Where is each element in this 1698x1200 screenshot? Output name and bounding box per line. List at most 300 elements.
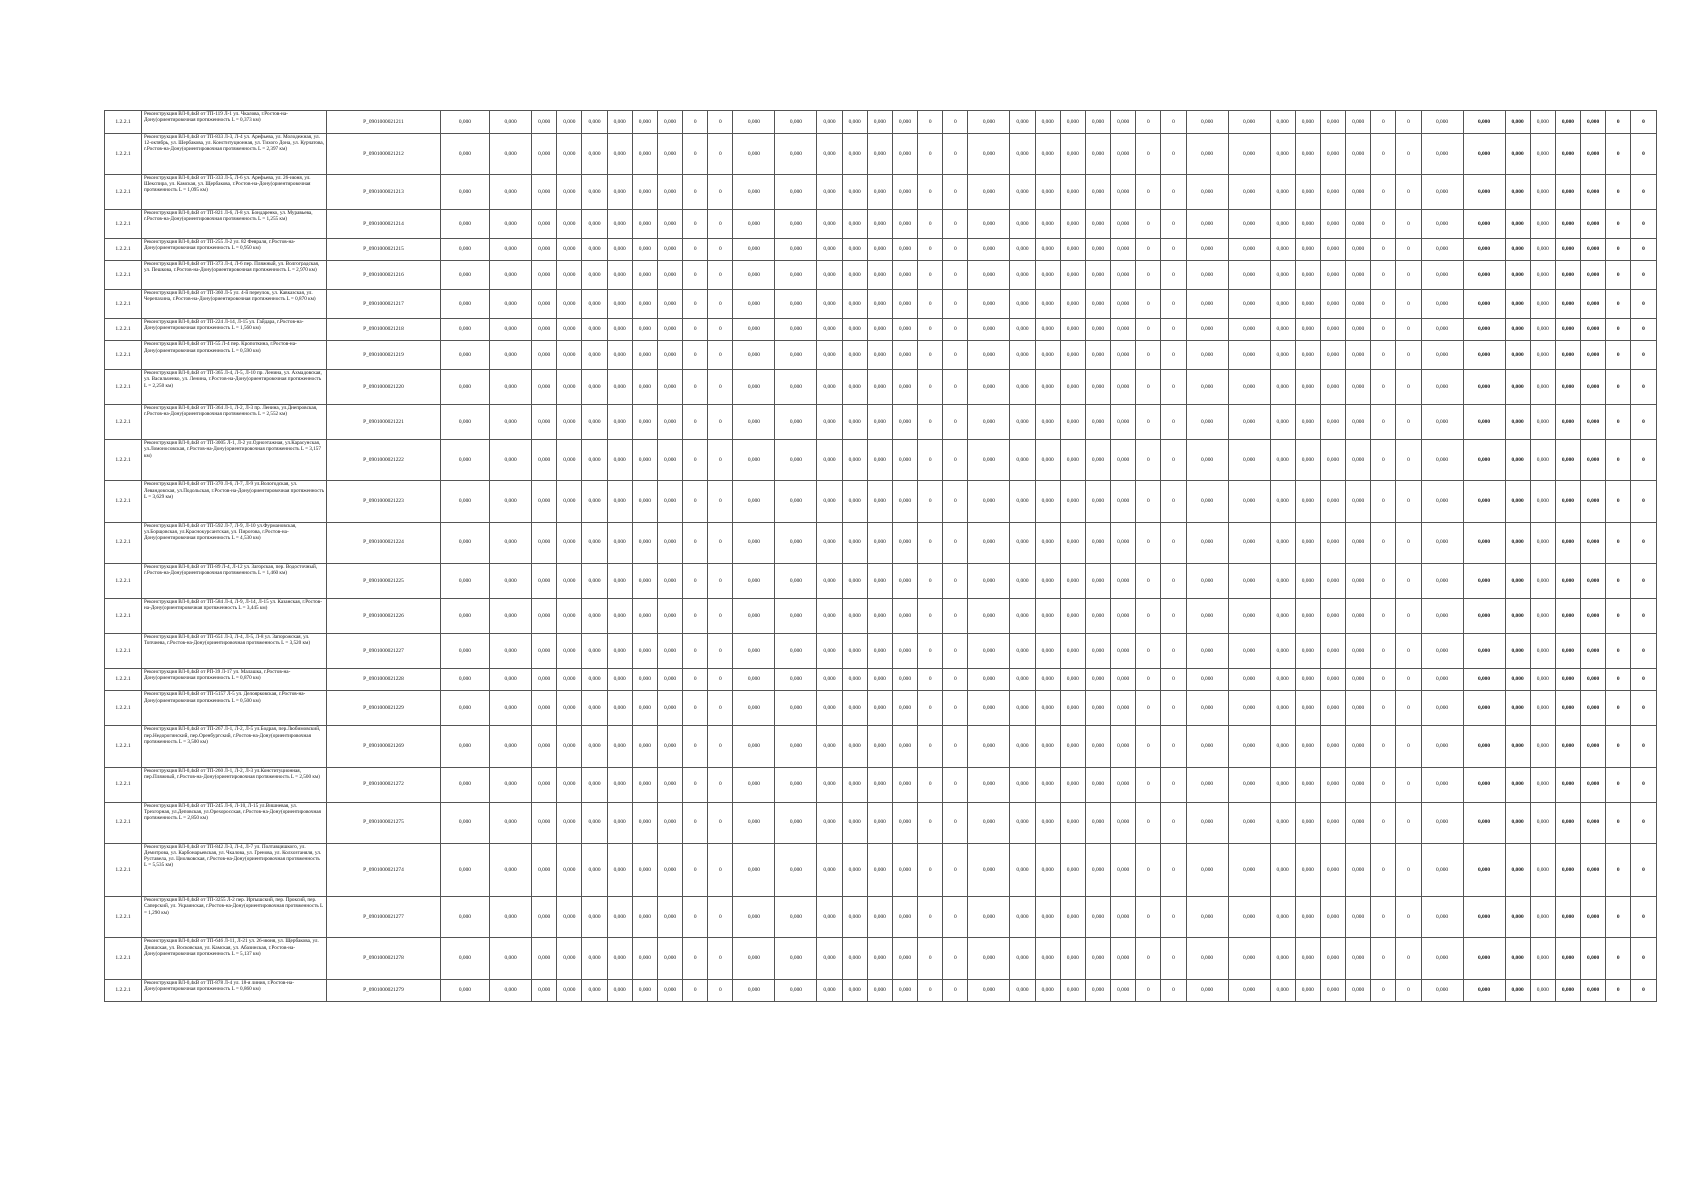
value-cell: 0,000 <box>1581 691 1606 726</box>
value-cell: 0,000 <box>842 370 867 405</box>
value-cell: 0,000 <box>1010 133 1035 174</box>
integer-value-cell: 0 <box>1136 979 1161 1002</box>
value-cell: 0,000 <box>1581 598 1606 633</box>
integer-value-cell: 0 <box>1371 897 1396 938</box>
value-cell: 0,000 <box>775 481 817 522</box>
value-cell: 0,000 <box>968 563 1010 598</box>
value-cell: 0,000 <box>490 341 532 370</box>
integer-value-cell: 0 <box>1606 209 1631 238</box>
project-code-cell: P_0901000021214 <box>327 209 441 238</box>
value-cell: 0,000 <box>557 897 582 938</box>
value-cell: 0,000 <box>1295 598 1320 633</box>
value-cell: 0,000 <box>1060 341 1085 370</box>
value-cell: 0,000 <box>1530 174 1555 209</box>
integer-value-cell: 0 <box>918 133 943 174</box>
value-cell: 0,000 <box>632 133 657 174</box>
integer-value-cell: 0 <box>1136 209 1161 238</box>
table-row <box>105 318 1657 341</box>
value-cell: 0,000 <box>842 979 867 1002</box>
value-cell: 0,000 <box>1085 691 1110 726</box>
integer-value-cell: 0 <box>683 341 708 370</box>
value-cell: 0,000 <box>1085 370 1110 405</box>
value-cell: 0,000 <box>1085 133 1110 174</box>
integer-value-cell: 0 <box>708 174 733 209</box>
integer-value-cell: 0 <box>918 522 943 563</box>
value-cell: 0,000 <box>775 209 817 238</box>
integer-value-cell: 0 <box>708 318 733 341</box>
integer-value-cell: 0 <box>708 767 733 802</box>
integer-value-cell: 0 <box>1371 440 1396 481</box>
integer-value-cell: 0 <box>683 133 708 174</box>
integer-value-cell: 0 <box>683 802 708 843</box>
value-cell: 0,000 <box>1346 289 1371 318</box>
integer-value-cell: 0 <box>1161 767 1186 802</box>
value-cell: 0,000 <box>1270 843 1295 897</box>
value-cell: 0,000 <box>775 440 817 481</box>
integer-value-cell: 0 <box>683 668 708 691</box>
value-cell: 0,000 <box>867 802 892 843</box>
value-cell: 0,000 <box>1581 289 1606 318</box>
value-cell: 0,000 <box>1270 802 1295 843</box>
value-cell: 0,000 <box>1111 668 1136 691</box>
value-cell: 0,000 <box>1111 633 1136 668</box>
value-cell: 0,000 <box>1270 633 1295 668</box>
value-cell: 0,000 <box>607 767 632 802</box>
value-cell: 0,000 <box>1228 440 1270 481</box>
value-cell: 0,000 <box>557 318 582 341</box>
integer-value-cell: 0 <box>943 563 968 598</box>
value-cell: 0,000 <box>1186 598 1228 633</box>
value-cell: 0,000 <box>1346 440 1371 481</box>
value-cell: 0,000 <box>1111 133 1136 174</box>
value-cell: 0,000 <box>733 111 775 134</box>
project-description-cell: Реконструкция ВЛ-0,4кВ от ТП-245 Л-6, Л-10, Л-15 ул.Вишневая, ул. Трехгорная, ул.Деповская, ул.Орехоросская, г.Ростов-на-Дону(ориентировочная протяженность L = 2,850 км) <box>142 802 327 843</box>
value-cell: 0,000 <box>1346 318 1371 341</box>
value-cell: 0,000 <box>440 843 489 897</box>
value-cell: 0,000 <box>817 238 842 261</box>
integer-value-cell: 0 <box>1631 668 1656 691</box>
value-cell: 0,000 <box>1295 289 1320 318</box>
integer-value-cell: 0 <box>1631 174 1656 209</box>
value-cell: 0,000 <box>733 938 775 979</box>
value-cell: 0,000 <box>775 522 817 563</box>
integer-value-cell: 0 <box>1371 341 1396 370</box>
integer-value-cell: 0 <box>708 726 733 767</box>
integer-value-cell: 0 <box>683 174 708 209</box>
value-cell: 0,000 <box>733 979 775 1002</box>
value-cell: 0,000 <box>1085 802 1110 843</box>
value-cell: 0,000 <box>1295 133 1320 174</box>
value-cell: 0,000 <box>632 691 657 726</box>
value-cell: 0,000 <box>1581 261 1606 290</box>
value-cell: 0,000 <box>1295 370 1320 405</box>
value-cell: 0,000 <box>968 174 1010 209</box>
value-cell: 0,000 <box>440 341 489 370</box>
value-cell: 0,000 <box>657 563 682 598</box>
value-cell: 0,000 <box>1463 174 1505 209</box>
value-cell: 0,000 <box>1111 691 1136 726</box>
value-cell: 0,000 <box>1295 209 1320 238</box>
integer-value-cell: 0 <box>1161 979 1186 1002</box>
value-cell: 0,000 <box>1111 522 1136 563</box>
value-cell: 0,000 <box>1295 726 1320 767</box>
value-cell: 0,000 <box>817 341 842 370</box>
value-cell: 0,000 <box>1295 405 1320 440</box>
value-cell: 0,000 <box>775 318 817 341</box>
integer-value-cell: 0 <box>683 238 708 261</box>
value-cell: 0,000 <box>557 440 582 481</box>
integer-value-cell: 0 <box>1136 133 1161 174</box>
integer-value-cell: 0 <box>683 481 708 522</box>
value-cell: 0,000 <box>657 897 682 938</box>
value-cell: 0,000 <box>1186 691 1228 726</box>
value-cell: 0,000 <box>1320 440 1345 481</box>
value-cell: 0,000 <box>1346 938 1371 979</box>
value-cell: 0,000 <box>490 598 532 633</box>
value-cell: 0,000 <box>607 261 632 290</box>
integer-value-cell: 0 <box>1161 174 1186 209</box>
value-cell: 0,000 <box>440 405 489 440</box>
value-cell: 0,000 <box>607 174 632 209</box>
value-cell: 0,000 <box>1295 802 1320 843</box>
value-cell: 0,000 <box>1228 691 1270 726</box>
value-cell: 0,000 <box>1186 209 1228 238</box>
project-description-cell: Реконструкция ВЛ-0,4кВ от ТП-592 Л-7, Л-9, Л-10 ул.Фурмановская, ул.Борщовская, ул.Краснокурсантская, ул. Пирогова, г.Ростов-на-Дону(ориентировочная протяженность L = 4,530 км) <box>142 522 327 563</box>
integer-value-cell: 0 <box>1396 370 1421 405</box>
value-cell: 0,000 <box>1421 341 1463 370</box>
project-code-cell: P_0901000021269 <box>327 726 441 767</box>
value-cell: 0,000 <box>892 238 917 261</box>
value-cell: 0,000 <box>1320 174 1345 209</box>
value-cell: 0,000 <box>657 767 682 802</box>
integer-value-cell: 0 <box>1136 767 1161 802</box>
value-cell: 0,000 <box>775 238 817 261</box>
value-cell: 0,000 <box>1010 405 1035 440</box>
value-cell: 0,000 <box>1555 318 1580 341</box>
integer-value-cell: 0 <box>708 633 733 668</box>
integer-value-cell: 0 <box>1396 405 1421 440</box>
value-cell: 0,000 <box>1085 481 1110 522</box>
integer-value-cell: 0 <box>918 726 943 767</box>
integer-value-cell: 0 <box>1161 440 1186 481</box>
table-row <box>105 843 1657 897</box>
integer-value-cell: 0 <box>683 440 708 481</box>
integer-value-cell: 0 <box>683 111 708 134</box>
integer-value-cell: 0 <box>708 289 733 318</box>
integer-value-cell: 0 <box>943 668 968 691</box>
value-cell: 0,000 <box>1581 341 1606 370</box>
value-cell: 0,000 <box>842 767 867 802</box>
value-cell: 0,000 <box>1555 481 1580 522</box>
value-cell: 0,000 <box>582 370 607 405</box>
value-cell: 0,000 <box>1421 802 1463 843</box>
value-cell: 0,000 <box>1295 481 1320 522</box>
value-cell: 0,000 <box>1085 633 1110 668</box>
value-cell: 0,000 <box>632 440 657 481</box>
value-cell: 0,000 <box>892 726 917 767</box>
value-cell: 0,000 <box>1035 209 1060 238</box>
value-cell: 0,000 <box>1111 979 1136 1002</box>
value-cell: 0,000 <box>968 318 1010 341</box>
value-cell: 0,000 <box>1186 238 1228 261</box>
value-cell: 0,000 <box>632 370 657 405</box>
integer-value-cell: 0 <box>683 370 708 405</box>
table-row <box>105 111 1657 134</box>
value-cell: 0,000 <box>532 481 557 522</box>
value-cell: 0,000 <box>1010 238 1035 261</box>
value-cell: 0,000 <box>1035 767 1060 802</box>
value-cell: 0,000 <box>867 843 892 897</box>
value-cell: 0,000 <box>532 563 557 598</box>
integer-value-cell: 0 <box>1136 938 1161 979</box>
integer-value-cell: 0 <box>1631 726 1656 767</box>
value-cell: 0,000 <box>733 633 775 668</box>
value-cell: 0,000 <box>532 174 557 209</box>
integer-value-cell: 0 <box>683 726 708 767</box>
value-cell: 0,000 <box>1320 979 1345 1002</box>
value-cell: 0,000 <box>1421 370 1463 405</box>
value-cell: 0,000 <box>582 691 607 726</box>
row-index-cell: 1.2.2.1 <box>105 238 142 261</box>
integer-value-cell: 0 <box>1396 767 1421 802</box>
value-cell: 0,000 <box>440 633 489 668</box>
value-cell: 0,000 <box>557 767 582 802</box>
value-cell: 0,000 <box>657 633 682 668</box>
integer-value-cell: 0 <box>918 563 943 598</box>
row-index-cell: 1.2.2.1 <box>105 318 142 341</box>
integer-value-cell: 0 <box>918 341 943 370</box>
integer-value-cell: 0 <box>943 261 968 290</box>
integer-value-cell: 0 <box>1396 341 1421 370</box>
value-cell: 0,000 <box>775 802 817 843</box>
value-cell: 0,000 <box>557 238 582 261</box>
value-cell: 0,000 <box>582 563 607 598</box>
integer-value-cell: 0 <box>1136 370 1161 405</box>
integer-value-cell: 0 <box>683 633 708 668</box>
value-cell: 0,000 <box>657 341 682 370</box>
value-cell: 0,000 <box>1581 440 1606 481</box>
table-row <box>105 370 1657 405</box>
value-cell: 0,000 <box>490 238 532 261</box>
project-description-cell: Реконструкция ВЛ-0,4кВ от ТП-833 Л-3, Л-4 ул. Арефьева, ул. Молодежная, ул. 12-октябрь, ул. Шербакова, ул. Конституционная, ул. Тихого Дона, ул. Курчатова, г.Ростов-на-Дону(ориентировочная протяженность L = 2,397 км) <box>142 133 327 174</box>
project-code-cell: P_0901000021225 <box>327 563 441 598</box>
value-cell: 0,000 <box>1555 261 1580 290</box>
value-cell: 0,000 <box>1010 440 1035 481</box>
value-cell: 0,000 <box>968 133 1010 174</box>
value-cell: 0,000 <box>1421 522 1463 563</box>
value-cell: 0,000 <box>968 341 1010 370</box>
project-description-cell: Реконструкция ВЛ-0,4кВ от ТП-584 Л-4, Л-9, Л-14, Л-15 ул. Казанская, г.Ростов-на-Дону(ориентировочная протяженность L = 3,445 км) <box>142 598 327 633</box>
value-cell: 0,000 <box>1581 209 1606 238</box>
value-cell: 0,000 <box>1085 111 1110 134</box>
value-cell: 0,000 <box>968 938 1010 979</box>
value-cell: 0,000 <box>440 938 489 979</box>
value-cell: 0,000 <box>1228 897 1270 938</box>
value-cell: 0,000 <box>490 633 532 668</box>
value-cell: 0,000 <box>1320 289 1345 318</box>
value-cell: 0,000 <box>1035 691 1060 726</box>
integer-value-cell: 0 <box>1396 261 1421 290</box>
value-cell: 0,000 <box>1186 133 1228 174</box>
value-cell: 0,000 <box>775 668 817 691</box>
value-cell: 0,000 <box>632 289 657 318</box>
value-cell: 0,000 <box>775 598 817 633</box>
value-cell: 0,000 <box>1060 668 1085 691</box>
value-cell: 0,000 <box>1530 440 1555 481</box>
value-cell: 0,000 <box>607 563 632 598</box>
value-cell: 0,000 <box>440 522 489 563</box>
value-cell: 0,000 <box>1295 563 1320 598</box>
value-cell: 0,000 <box>1228 802 1270 843</box>
value-cell: 0,000 <box>892 598 917 633</box>
value-cell: 0,000 <box>1111 370 1136 405</box>
value-cell: 0,000 <box>607 481 632 522</box>
project-description-cell: Реконструкция ВЛ-0,4кВ от ТП-646 Л-11, Л-21 ул. 26-июня, ул. Щербакова, ул. Днишская, ул. Восковская, ул. Камская, ул. Абазинская, г.Ростов-на-Дону(ориентировочная протяженность L = 5,137 км) <box>142 938 327 979</box>
value-cell: 0,000 <box>892 133 917 174</box>
integer-value-cell: 0 <box>1396 691 1421 726</box>
value-cell: 0,000 <box>892 668 917 691</box>
table-row <box>105 938 1657 979</box>
project-description-cell: Реконструкция ВЛ-0,4кВ от РП-39 Л-17 ул. Малашка, г.Ростов-на-Дону(ориентировочная протяженность L = 0,870 км) <box>142 668 327 691</box>
value-cell: 0,000 <box>1186 938 1228 979</box>
value-cell: 0,000 <box>1111 261 1136 290</box>
value-cell: 0,000 <box>1186 341 1228 370</box>
value-cell: 0,000 <box>733 897 775 938</box>
value-cell: 0,000 <box>892 261 917 290</box>
value-cell: 0,000 <box>532 897 557 938</box>
value-cell: 0,000 <box>1111 843 1136 897</box>
value-cell: 0,000 <box>1346 563 1371 598</box>
value-cell: 0,000 <box>1581 563 1606 598</box>
value-cell: 0,000 <box>582 633 607 668</box>
value-cell: 0,000 <box>1111 767 1136 802</box>
value-cell: 0,000 <box>557 341 582 370</box>
integer-value-cell: 0 <box>708 668 733 691</box>
value-cell: 0,000 <box>1111 938 1136 979</box>
table-row <box>105 691 1657 726</box>
value-cell: 0,000 <box>1060 111 1085 134</box>
value-cell: 0,000 <box>968 111 1010 134</box>
value-cell: 0,000 <box>1270 481 1295 522</box>
value-cell: 0,000 <box>490 289 532 318</box>
integer-value-cell: 0 <box>918 843 943 897</box>
value-cell: 0,000 <box>817 370 842 405</box>
value-cell: 0,000 <box>1295 111 1320 134</box>
value-cell: 0,000 <box>1085 938 1110 979</box>
integer-value-cell: 0 <box>683 405 708 440</box>
value-cell: 0,000 <box>1060 405 1085 440</box>
integer-value-cell: 0 <box>1371 174 1396 209</box>
project-code-cell: P_0901000021220 <box>327 370 441 405</box>
value-cell: 0,000 <box>1581 633 1606 668</box>
value-cell: 0,000 <box>1295 938 1320 979</box>
value-cell: 0,000 <box>1035 238 1060 261</box>
value-cell: 0,000 <box>1035 563 1060 598</box>
value-cell: 0,000 <box>867 111 892 134</box>
value-cell: 0,000 <box>1530 802 1555 843</box>
value-cell: 0,000 <box>1463 843 1505 897</box>
value-cell: 0,000 <box>1228 133 1270 174</box>
row-index-cell: 1.2.2.1 <box>105 261 142 290</box>
value-cell: 0,000 <box>1228 726 1270 767</box>
value-cell: 0,000 <box>817 767 842 802</box>
integer-value-cell: 0 <box>918 481 943 522</box>
integer-value-cell: 0 <box>943 238 968 261</box>
value-cell: 0,000 <box>1111 174 1136 209</box>
value-cell: 0,000 <box>1270 318 1295 341</box>
integer-value-cell: 0 <box>1161 522 1186 563</box>
value-cell: 0,000 <box>968 289 1010 318</box>
value-cell: 0,000 <box>842 843 867 897</box>
integer-value-cell: 0 <box>943 598 968 633</box>
value-cell: 0,000 <box>892 802 917 843</box>
integer-value-cell: 0 <box>943 938 968 979</box>
integer-value-cell: 0 <box>918 802 943 843</box>
integer-value-cell: 0 <box>1371 238 1396 261</box>
value-cell: 0,000 <box>1581 897 1606 938</box>
value-cell: 0,000 <box>1346 174 1371 209</box>
value-cell: 0,000 <box>1295 238 1320 261</box>
value-cell: 0,000 <box>1581 726 1606 767</box>
value-cell: 0,000 <box>657 843 682 897</box>
integer-value-cell: 0 <box>1396 481 1421 522</box>
value-cell: 0,000 <box>1186 979 1228 1002</box>
value-cell: 0,000 <box>532 522 557 563</box>
value-cell: 0,000 <box>1186 405 1228 440</box>
value-cell: 0,000 <box>1085 405 1110 440</box>
value-cell: 0,000 <box>1555 563 1580 598</box>
integer-value-cell: 0 <box>943 111 968 134</box>
value-cell: 0,000 <box>607 522 632 563</box>
value-cell: 0,000 <box>490 522 532 563</box>
value-cell: 0,000 <box>842 481 867 522</box>
integer-value-cell: 0 <box>1606 133 1631 174</box>
value-cell: 0,000 <box>1295 691 1320 726</box>
row-index-cell: 1.2.2.1 <box>105 440 142 481</box>
integer-value-cell: 0 <box>683 767 708 802</box>
integer-value-cell: 0 <box>918 174 943 209</box>
value-cell: 0,000 <box>842 341 867 370</box>
integer-value-cell: 0 <box>1396 440 1421 481</box>
integer-value-cell: 0 <box>1371 522 1396 563</box>
value-cell: 0,000 <box>1421 843 1463 897</box>
value-cell: 0,000 <box>1555 341 1580 370</box>
project-description-cell: Реконструкция ВЛ-0,4кВ от ТП-5157 Л-5 ул. Делоярковская, г.Ростов-на-Дону(ориентировочная протяженность L = 0,500 км) <box>142 691 327 726</box>
table-row <box>105 522 1657 563</box>
value-cell: 0,000 <box>657 522 682 563</box>
value-cell: 0,000 <box>1295 843 1320 897</box>
integer-value-cell: 0 <box>1606 979 1631 1002</box>
value-cell: 0,000 <box>867 691 892 726</box>
value-cell: 0,000 <box>842 726 867 767</box>
value-cell: 0,000 <box>1035 843 1060 897</box>
integer-value-cell: 0 <box>1606 405 1631 440</box>
value-cell: 0,000 <box>532 767 557 802</box>
value-cell: 0,000 <box>607 318 632 341</box>
value-cell: 0,000 <box>1421 481 1463 522</box>
value-cell: 0,000 <box>557 370 582 405</box>
value-cell: 0,000 <box>968 843 1010 897</box>
value-cell: 0,000 <box>657 598 682 633</box>
project-description-cell: Реконструкция ВЛ-0,4кВ от ТП-842 Л-3, Л-4, Л-7 ул. Полтавцишкого, ул. Демитрова, ул. Карбонарьевская, ул. Чкалова, ул. Гренова, ул. Колхозтаняля, ул. Руставела, ул. Циолковская, г.Ростов-на-Дону(ориентировочная протяженность L = 5,535 км) <box>142 843 327 897</box>
value-cell: 0,000 <box>1555 726 1580 767</box>
value-cell: 0,000 <box>1463 370 1505 405</box>
value-cell: 0,000 <box>632 726 657 767</box>
value-cell: 0,000 <box>557 843 582 897</box>
value-cell: 0,000 <box>1581 405 1606 440</box>
value-cell: 0,000 <box>440 668 489 691</box>
value-cell: 0,000 <box>1346 522 1371 563</box>
